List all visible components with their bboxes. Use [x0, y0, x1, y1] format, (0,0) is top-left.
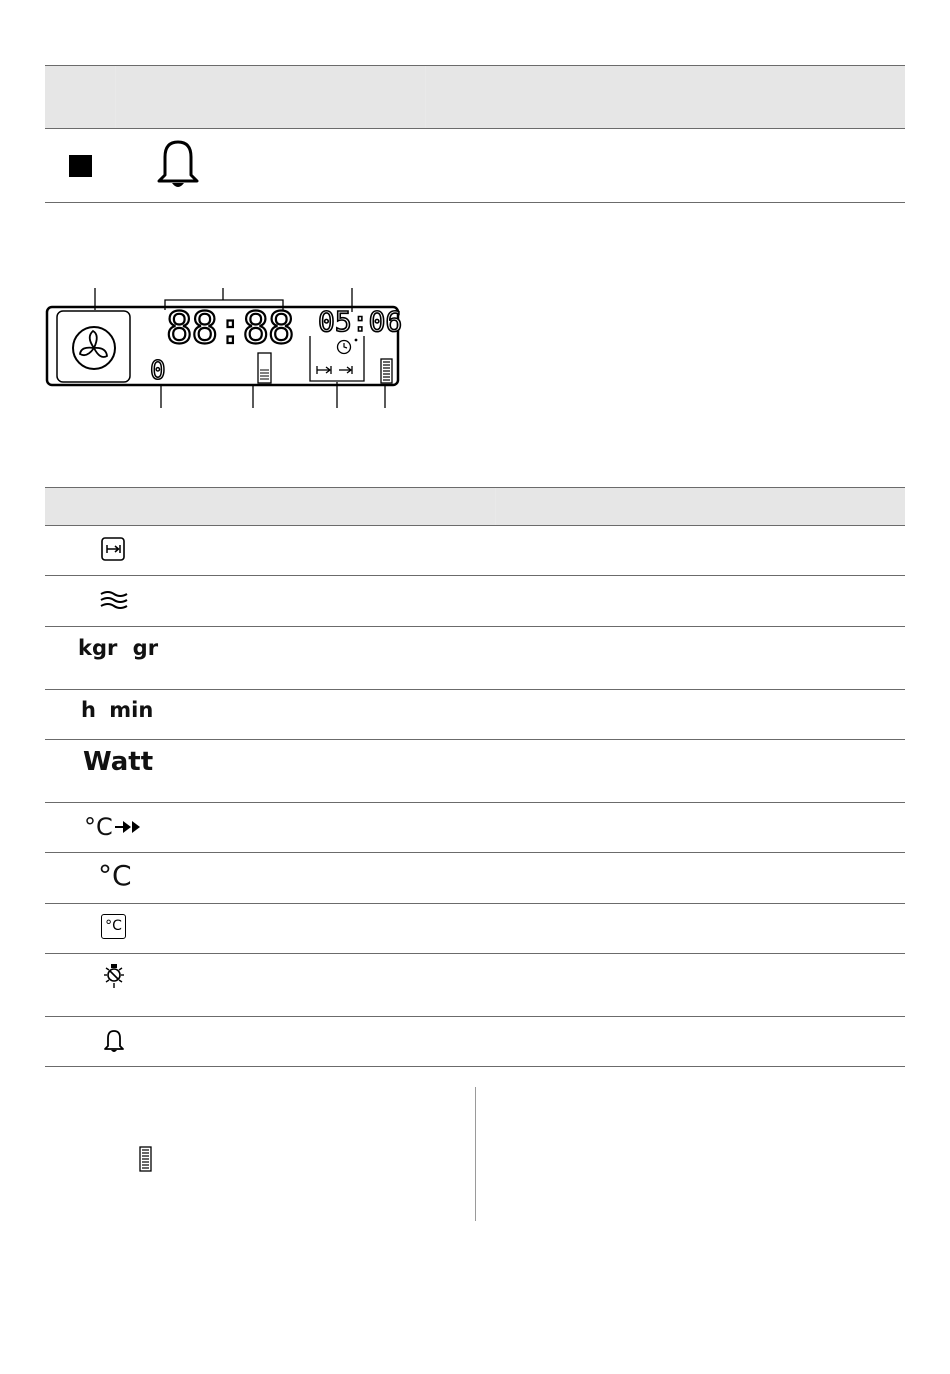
time-unit-min: min — [109, 698, 154, 722]
heat-bar-indicator-icon — [380, 358, 394, 384]
small-digit-display: 0 — [150, 356, 166, 386]
rapid-heat-icon — [84, 812, 144, 842]
display-table-header — [45, 487, 905, 525]
level-indicator-icon — [257, 352, 273, 384]
top-table-header — [45, 65, 905, 129]
weight-unit-kg: kgr — [78, 636, 118, 660]
weight-units-text — [78, 636, 158, 660]
rapid-heat-temp-unit: °C — [84, 813, 113, 841]
timer-functions-group — [309, 336, 365, 382]
main-digits-display: 88:88 — [166, 303, 294, 354]
time-end-box-icon — [101, 537, 126, 562]
core-temperature-unit: °C — [105, 918, 122, 934]
time-units-text — [81, 698, 153, 722]
bell-icon — [152, 137, 204, 191]
power-unit-text: Watt — [83, 747, 154, 777]
lamp-off-icon — [101, 962, 127, 990]
bell-small-icon — [103, 1028, 125, 1054]
note-heat-bar-icon — [139, 1146, 153, 1172]
fan-icon — [69, 323, 119, 373]
steam-waves-icon — [100, 590, 128, 610]
core-temperature-icon — [101, 914, 126, 939]
temperature-icon: °C — [98, 859, 132, 892]
black-square-icon — [69, 155, 92, 177]
clock-digits-display: 05:06 — [318, 305, 403, 338]
weight-unit-g: gr — [132, 636, 159, 660]
time-unit-h: h — [81, 698, 96, 722]
column-divider — [475, 1087, 476, 1221]
